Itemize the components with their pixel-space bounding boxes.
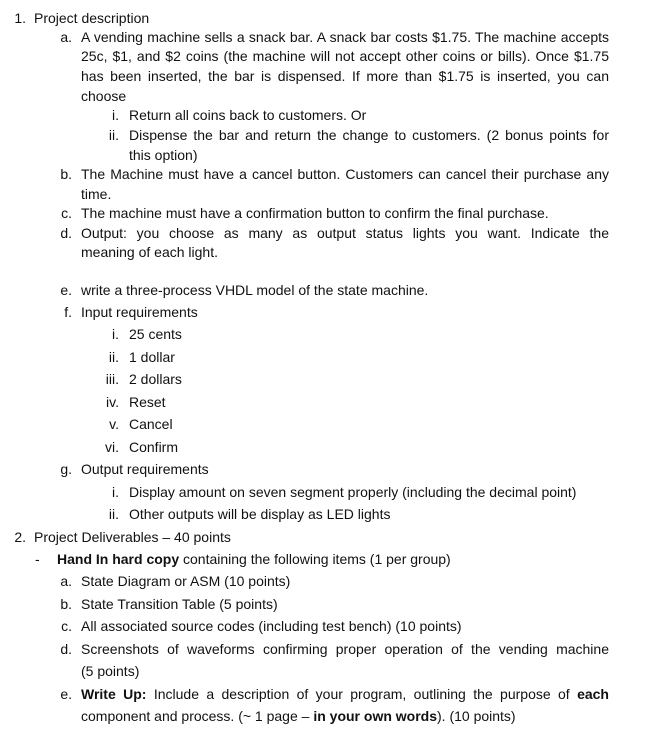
item-1a-line-2: 25c, $1, and $2 coins (the machine will not accept other coins or bills). Once $1.75 xyxy=(81,48,609,64)
item-1-marker: 1. xyxy=(14,10,26,26)
input-req-ii-marker: ii. xyxy=(108,349,119,365)
input-req-iii-marker: iii. xyxy=(105,371,119,387)
item-2a-marker: a. xyxy=(60,573,72,589)
item-1a-ii-line-1: Dispense the bar and return the change to customers. (2 bonus points for xyxy=(129,127,609,143)
item-2e-line-2 xyxy=(81,707,516,727)
item-1e-marker: e. xyxy=(60,282,72,298)
input-req-v-text: Cancel xyxy=(129,416,173,432)
write-up-label: Write Up: xyxy=(81,686,147,702)
hand-in-bold: Hand In hard copy xyxy=(57,551,180,567)
item-2c-text: All associated source codes (including test bench) (10 points) xyxy=(81,618,462,634)
item-2-title: Project Deliverables – 40 points xyxy=(34,529,231,545)
input-req-i-text: 25 cents xyxy=(129,326,182,342)
output-req-ii-text: Other outputs will be display as LED lights xyxy=(129,506,391,522)
write-up-text-3: ). (10 points) xyxy=(437,708,516,724)
input-req-iii-text: 2 dollars xyxy=(129,371,182,387)
item-2d-line-1: Screenshots of waveforms confirming proper operation of the vending machine xyxy=(81,641,609,657)
item-1c-text: The machine must have a confirmation button to confirm the final purchase. xyxy=(81,205,549,221)
input-req-iv-text: Reset xyxy=(129,394,166,410)
item-1d-marker: d. xyxy=(60,225,72,241)
write-up-each: each xyxy=(577,686,609,702)
item-1a-i-marker: i. xyxy=(112,107,119,123)
item-2a-text: State Diagram or ASM (10 points) xyxy=(81,573,291,589)
item-1g-text: Output requirements xyxy=(81,461,209,477)
item-1a-marker: a. xyxy=(60,29,72,45)
write-up-text-2: component and process. (~ 1 page – xyxy=(81,708,314,724)
output-req-i-text: Display amount on seven segment properly (including the decimal point) xyxy=(129,484,577,500)
item-1b-line-1: The Machine must have a cancel button. Customers can cancel their purchase any xyxy=(81,166,609,182)
item-1b-marker: b. xyxy=(60,166,72,182)
item-1a-line-1: A vending machine sells a snack bar. A snack bar costs $1.75. The machine accepts xyxy=(81,29,609,45)
item-1a-line-4: choose xyxy=(81,88,127,104)
input-req-iv-marker: iv. xyxy=(106,394,119,410)
output-req-ii-marker: ii. xyxy=(108,506,119,522)
item-1d-line-2: meaning of each light. xyxy=(81,244,218,260)
item-1a-i-text: Return all coins back to customers. Or xyxy=(129,107,367,123)
input-req-vi-marker: vi. xyxy=(105,439,119,455)
item-1f-marker: f. xyxy=(64,304,72,320)
write-up-own-words: in your own words xyxy=(313,708,437,724)
item-1d-line-1: Output: you choose as many as output status lights you want. Indicate the xyxy=(81,225,609,241)
item-1b-line-2: time. xyxy=(81,186,112,202)
item-2e-marker: e. xyxy=(60,686,72,702)
output-req-i-marker: i. xyxy=(112,484,119,500)
hand-in-rest: containing the following items (1 per group) xyxy=(179,551,451,567)
write-up-text-1: Include a description of your program, outlining the purpose of xyxy=(146,686,578,702)
item-2d-marker: d. xyxy=(60,641,72,657)
item-2b-text: State Transition Table (5 points) xyxy=(81,596,278,612)
item-2c-marker: c. xyxy=(61,618,72,634)
item-1g-marker: g. xyxy=(60,461,72,477)
item-1a-ii-marker: ii. xyxy=(108,127,119,143)
item-1f-text: Input requirements xyxy=(81,304,198,320)
item-1c-marker: c. xyxy=(61,205,72,221)
item-1a-line-3: has been inserted, the bar is dispensed. If more than $1.75 is inserted, you can xyxy=(81,68,609,84)
item-1e-text: write a three-process VHDL model of the state machine. xyxy=(81,282,429,298)
hand-in-line xyxy=(57,550,451,570)
input-req-i-marker: i. xyxy=(112,326,119,342)
dash-bullet: - xyxy=(35,551,40,567)
item-2e-line-1 xyxy=(81,685,609,705)
input-req-vi-text: Confirm xyxy=(129,439,179,455)
input-req-ii-text: 1 dollar xyxy=(129,349,175,365)
item-2d-line-2: (5 points) xyxy=(81,663,140,679)
input-req-v-marker: v. xyxy=(109,416,119,432)
item-2b-marker: b. xyxy=(60,596,72,612)
item-1a-ii-line-2: this option) xyxy=(129,147,198,163)
item-1-title: Project description xyxy=(34,10,150,26)
item-2-marker: 2. xyxy=(14,529,26,545)
